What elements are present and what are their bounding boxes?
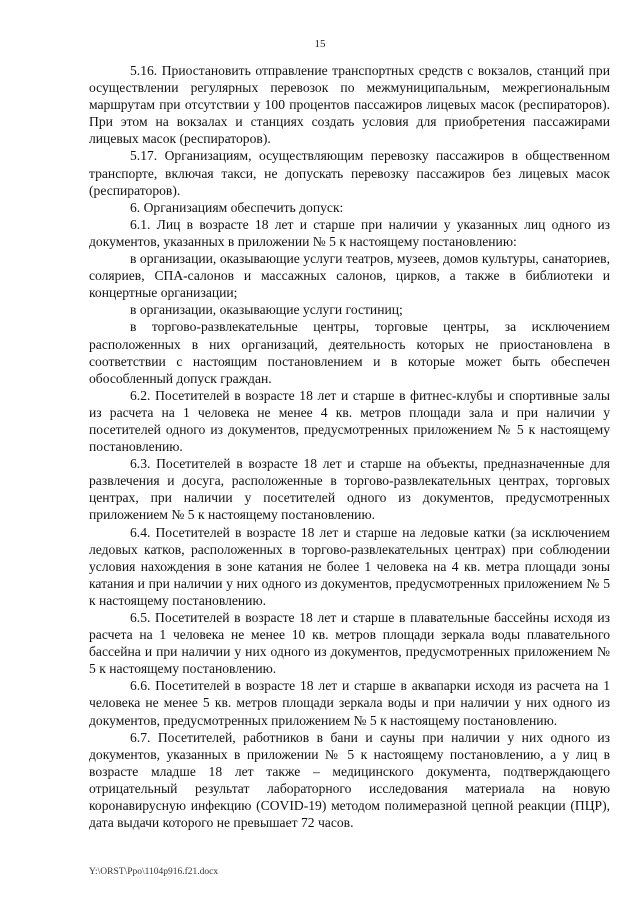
paragraph-6-2: 6.2. Посетителей в возрасте 18 лет и старше в фитнес-клубы и спортивные залы из расчета на 1 человека не менее 4 кв. метров площади зала и при наличии у посетителей одного из документов, предусмотренных приложением № 5 к настоящему постановлению.: [89, 387, 610, 455]
paragraph-6-1-hotels: в организации, оказывающие услуги гостиниц;: [130, 302, 403, 318]
paragraph-6-7: 6.7. Посетителей, работников в бани и сауны при наличии у них одного из документов, указанных в приложении № 5 к настоящему постановлению, а у лиц в возрасте младше 18 лет также – медицинского документа, подтверждающего отрицательный результат лабораторного исследования материала на новую коронавирусную инфекцию (COVID-19) методом полимеразной цепной реакции (ПЦР), дата выдачи которого не превышает 72 часов.: [89, 729, 610, 831]
page-number: 15: [314, 38, 326, 50]
paragraph-5-16: 5.16. Приостановить отправление транспортных средств с вокзалов, станций при осуществлении регулярных перевозок по межмуниципальным, межрегиональным маршрутам при отсутствии у 100 процентов пассажиров лицевых масок (респираторов). При этом на вокзалах и станциях создать условия для приобретения пассажирами лицевых масок (респираторов).: [89, 63, 610, 147]
document-body: [89, 62, 610, 831]
paragraph-6-1: 6.1. Лиц в возрасте 18 лет и старше при наличии у указанных лиц одного из документов, указанных в приложении № 5 к настоящему постановлению:: [89, 216, 610, 249]
paragraph-6-5: 6.5. Посетителей в возрасте 18 лет и старше в плавательные бассейны исходя из расчета на 1 человека не менее 10 кв. метров площади зеркала воды плавательного бассейна и при наличии у них одного из документов, предусмотренных приложением № 5 к настоящему постановлению.: [89, 610, 610, 677]
paragraph-6-3: 6.3. Посетителей в возрасте 18 лет и старше на объекты, предназначенные для развлечения и досуга, расположенные в торгово-развлекательных центрах, торговых центрах, при наличии у посетителей одного из документов, предусмотренных приложением № 5 к настоящему постановлению.: [89, 456, 610, 523]
paragraph-6: 6. Организациям обеспечить допуск:: [130, 199, 344, 215]
paragraph-6-6: 6.6. Посетителей в возрасте 18 лет и старше в аквапарки исходя из расчета на 1 человека не менее 5 кв. метров площади зеркала воды и при наличии у них одного из документов, предусмотренных приложением № 5 к настоящему постановлению.: [89, 678, 610, 728]
paragraph-5-17: 5.17. Организациям, осуществляющим перевозку пассажиров в общественном транспорте, включая такси, не допускать перевозку пассажиров без лицевых масок (респираторов).: [89, 148, 610, 198]
paragraph-6-1-malls: в торгово-развлекательные центры, торговые центры, за исключением расположенных в них организаций, деятельность которых не приостановлена в соответствии с настоящим постановлением и в которые может быть обеспечен обособленный допуск граждан.: [89, 319, 610, 386]
file-path-footer: Y:\ORST\Ppo\1104p916.f21.docx: [89, 867, 219, 877]
paragraph-6-1-theatres: в организации, оказывающие услуги театров, музеев, домов культуры, санаториев, соляриев, СПА-салонов и массажных салонов, цирков, а также в библиотеки и концертные организации;: [89, 251, 610, 301]
paragraph-6-4: 6.4. Посетителей в возрасте 18 лет и старше на ледовые катки (за исключением ледовых катков, расположенных в торгово-развлекательных центрах) при соблюдении условия нахождения в зоне катания не более 1 человека на 4 кв. метра площади зоны катания и при наличии у них одного из документов, предусмотренных приложением № 5 к настоящему постановлению.: [89, 524, 610, 608]
